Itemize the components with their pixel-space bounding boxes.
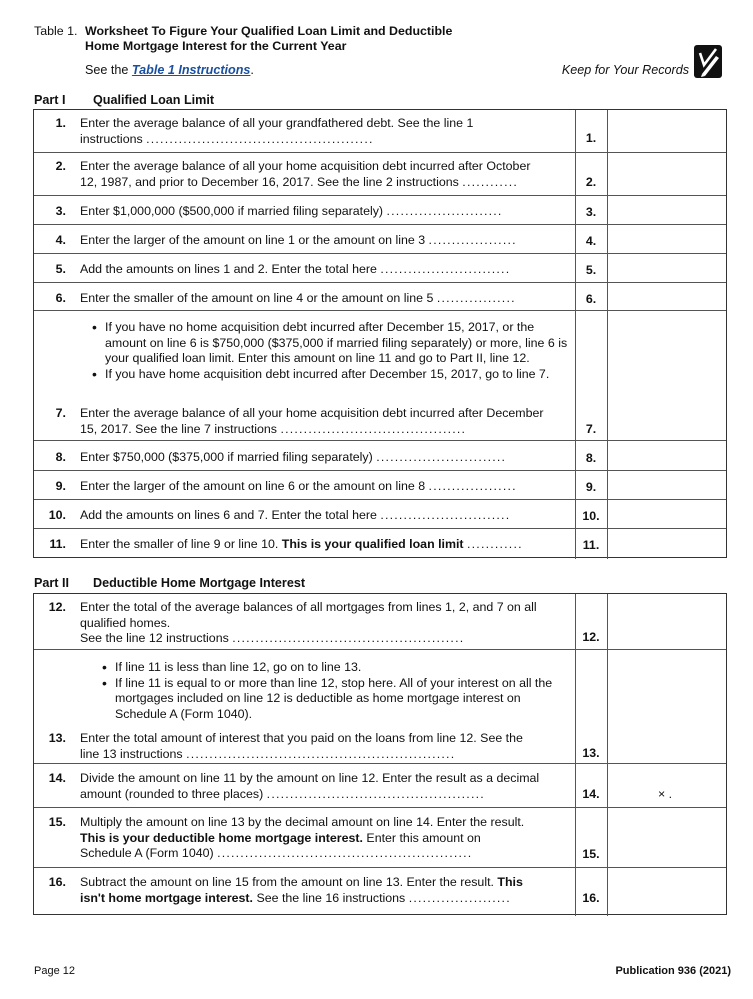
line-10-row: 10. Add the amounts on lines 6 and 7. Enter the total here ............................ 10. (34, 499, 726, 528)
line-1-amount-field[interactable] (608, 110, 727, 152)
line-13-row: • If line 11 is less than line 12, go on to line 13. • If line 11 is equal to or more than line 12, stop here. All of your interest on all the mortgages included on line 12 is deductible as home mortgage interest on Schedule A (Form 1040). 13. Enter the total amount of interest that you paid on the loans from line 12. See the line 13 instructions .......................................................... 13. (34, 649, 726, 763)
line-1-row: 1. Enter the average balance of all your grandfathered debt. See the line 1 instructions ................................................. 1. (34, 110, 726, 152)
publication-id: Publication 936 (2021) (615, 965, 731, 977)
line-7-row: • If you have no home acquisition debt incurred after December 15, 2017, or the amount on line 6 is $750,000 ($375,000 if married filing separately) or more, line 6 is your qualified loan limit. Enter this amount on line 11 and go to Part II, line 12. • If you have home acquisition debt incurred after December 15, 2017, go to line 7. 7. Enter the average balance of all your home acquisition debt incurred after December 15, 2017. See the line 7 instructions ........................................ 7. (34, 310, 726, 440)
part1-conditions: • If you have no home acquisition debt incurred after December 15, 2017, or the amount on line 6 is $750,000 ($375,000 if married filing separately) or more, line 6 is your qualified loan limit. Enter this amount on line 11 and go to Part II, line 12. • If you have home acquisition debt incurred after December 15, 2017, go to line 7. (90, 320, 570, 382)
table-label: Table 1. (34, 24, 78, 38)
line-15-row: 15. Multiply the amount on line 13 by the decimal amount on line 14. Enter the result. This is your deductible home mortgage interest. Enter this amount on Schedule A (Form 1040) ....................................................... 15. (34, 807, 726, 867)
keep-records-note: Keep for Your Records (561, 63, 689, 77)
table1-instructions-link[interactable]: Table 1 Instructions (131, 63, 251, 77)
line-4-row: 4. Enter the larger of the amount on line 1 or the amount on line 3 ................... 4. (34, 224, 726, 253)
line-12-row: 12. Enter the total of the average balances of all mortgages from lines 1, 2, and 7 on all qualified homes. See the line 12 instructions .................................................. 12. (34, 594, 726, 649)
line-11-row: 11. Enter the smaller of line 9 or line 10. This is your qualified loan limit ............ 11. (34, 528, 726, 559)
line-7-amount-field[interactable] (608, 311, 727, 441)
part2-title: Deductible Home Mortgage Interest (93, 576, 306, 590)
line-12-amount-field[interactable] (608, 594, 727, 649)
see-instructions: See the Table 1 Instructions. (85, 63, 254, 77)
line-10-amount-field[interactable] (608, 500, 727, 529)
line-15-amount-field[interactable] (608, 808, 727, 868)
line-9-row: 9. Enter the larger of the amount on line 6 or the amount on line 8 ................... 9. (34, 470, 726, 499)
line-16-row: 16. Subtract the amount on line 15 from the amount on line 13. Enter the result. This isn't home mortgage interest. See the line 16 instructions ...................... 16. (34, 867, 726, 916)
line-16-amount-field[interactable] (608, 868, 727, 917)
line-9-amount-field[interactable] (608, 471, 727, 500)
line-4-amount-field[interactable] (608, 225, 727, 254)
worksheet-title: Worksheet To Figure Your Qualified Loan Limit and Deductible Home Mortgage Interest for the Current Year (85, 24, 453, 53)
part1-table (33, 109, 727, 558)
line-3-amount-field[interactable] (608, 196, 727, 225)
pen-checkmark-icon (694, 45, 722, 78)
line-8-row: 8. Enter $750,000 ($375,000 if married filing separately) ............................ 8. (34, 440, 726, 470)
part2-table (33, 593, 727, 915)
part1-label: Part I (34, 93, 66, 107)
line-3-row: 3. Enter $1,000,000 ($500,000 if married filing separately) ......................... 3. (34, 195, 726, 224)
part2-label: Part II (34, 576, 69, 590)
line-8-amount-field[interactable] (608, 441, 727, 471)
line-5-amount-field[interactable] (608, 254, 727, 283)
line-6-amount-field[interactable] (608, 283, 727, 311)
line-11-amount-field[interactable] (608, 529, 727, 560)
decimal-multiplier[interactable]: × . (658, 787, 673, 801)
page-number: Page 12 (34, 965, 75, 977)
line-2-row: 2. Enter the average balance of all your home acquisition debt incurred after October 12, 1987, and prior to December 16, 2017. See the line 2 instructions ............ 2. (34, 152, 726, 195)
part2-conditions: • If line 11 is less than line 12, go on to line 13. • If line 11 is equal to or more than line 12, stop here. All of your interest on all the mortgages included on line 12 is deductible as home mortgage interest on Schedule A (Form 1040). (100, 660, 570, 722)
line-5-row: 5. Add the amounts on lines 1 and 2. Enter the total here ............................ 5. (34, 253, 726, 282)
line-6-row: 6. Enter the smaller of the amount on line 4 or the amount on line 5 ................. 6. (34, 282, 726, 310)
part1-title: Qualified Loan Limit (93, 93, 215, 107)
line-2-amount-field[interactable] (608, 153, 727, 196)
line-14-row: 14. Divide the amount on line 11 by the amount on line 12. Enter the result as a decimal amount (rounded to three places) ............................................... 14. × . (34, 763, 726, 807)
line-13-amount-field[interactable] (608, 650, 727, 764)
